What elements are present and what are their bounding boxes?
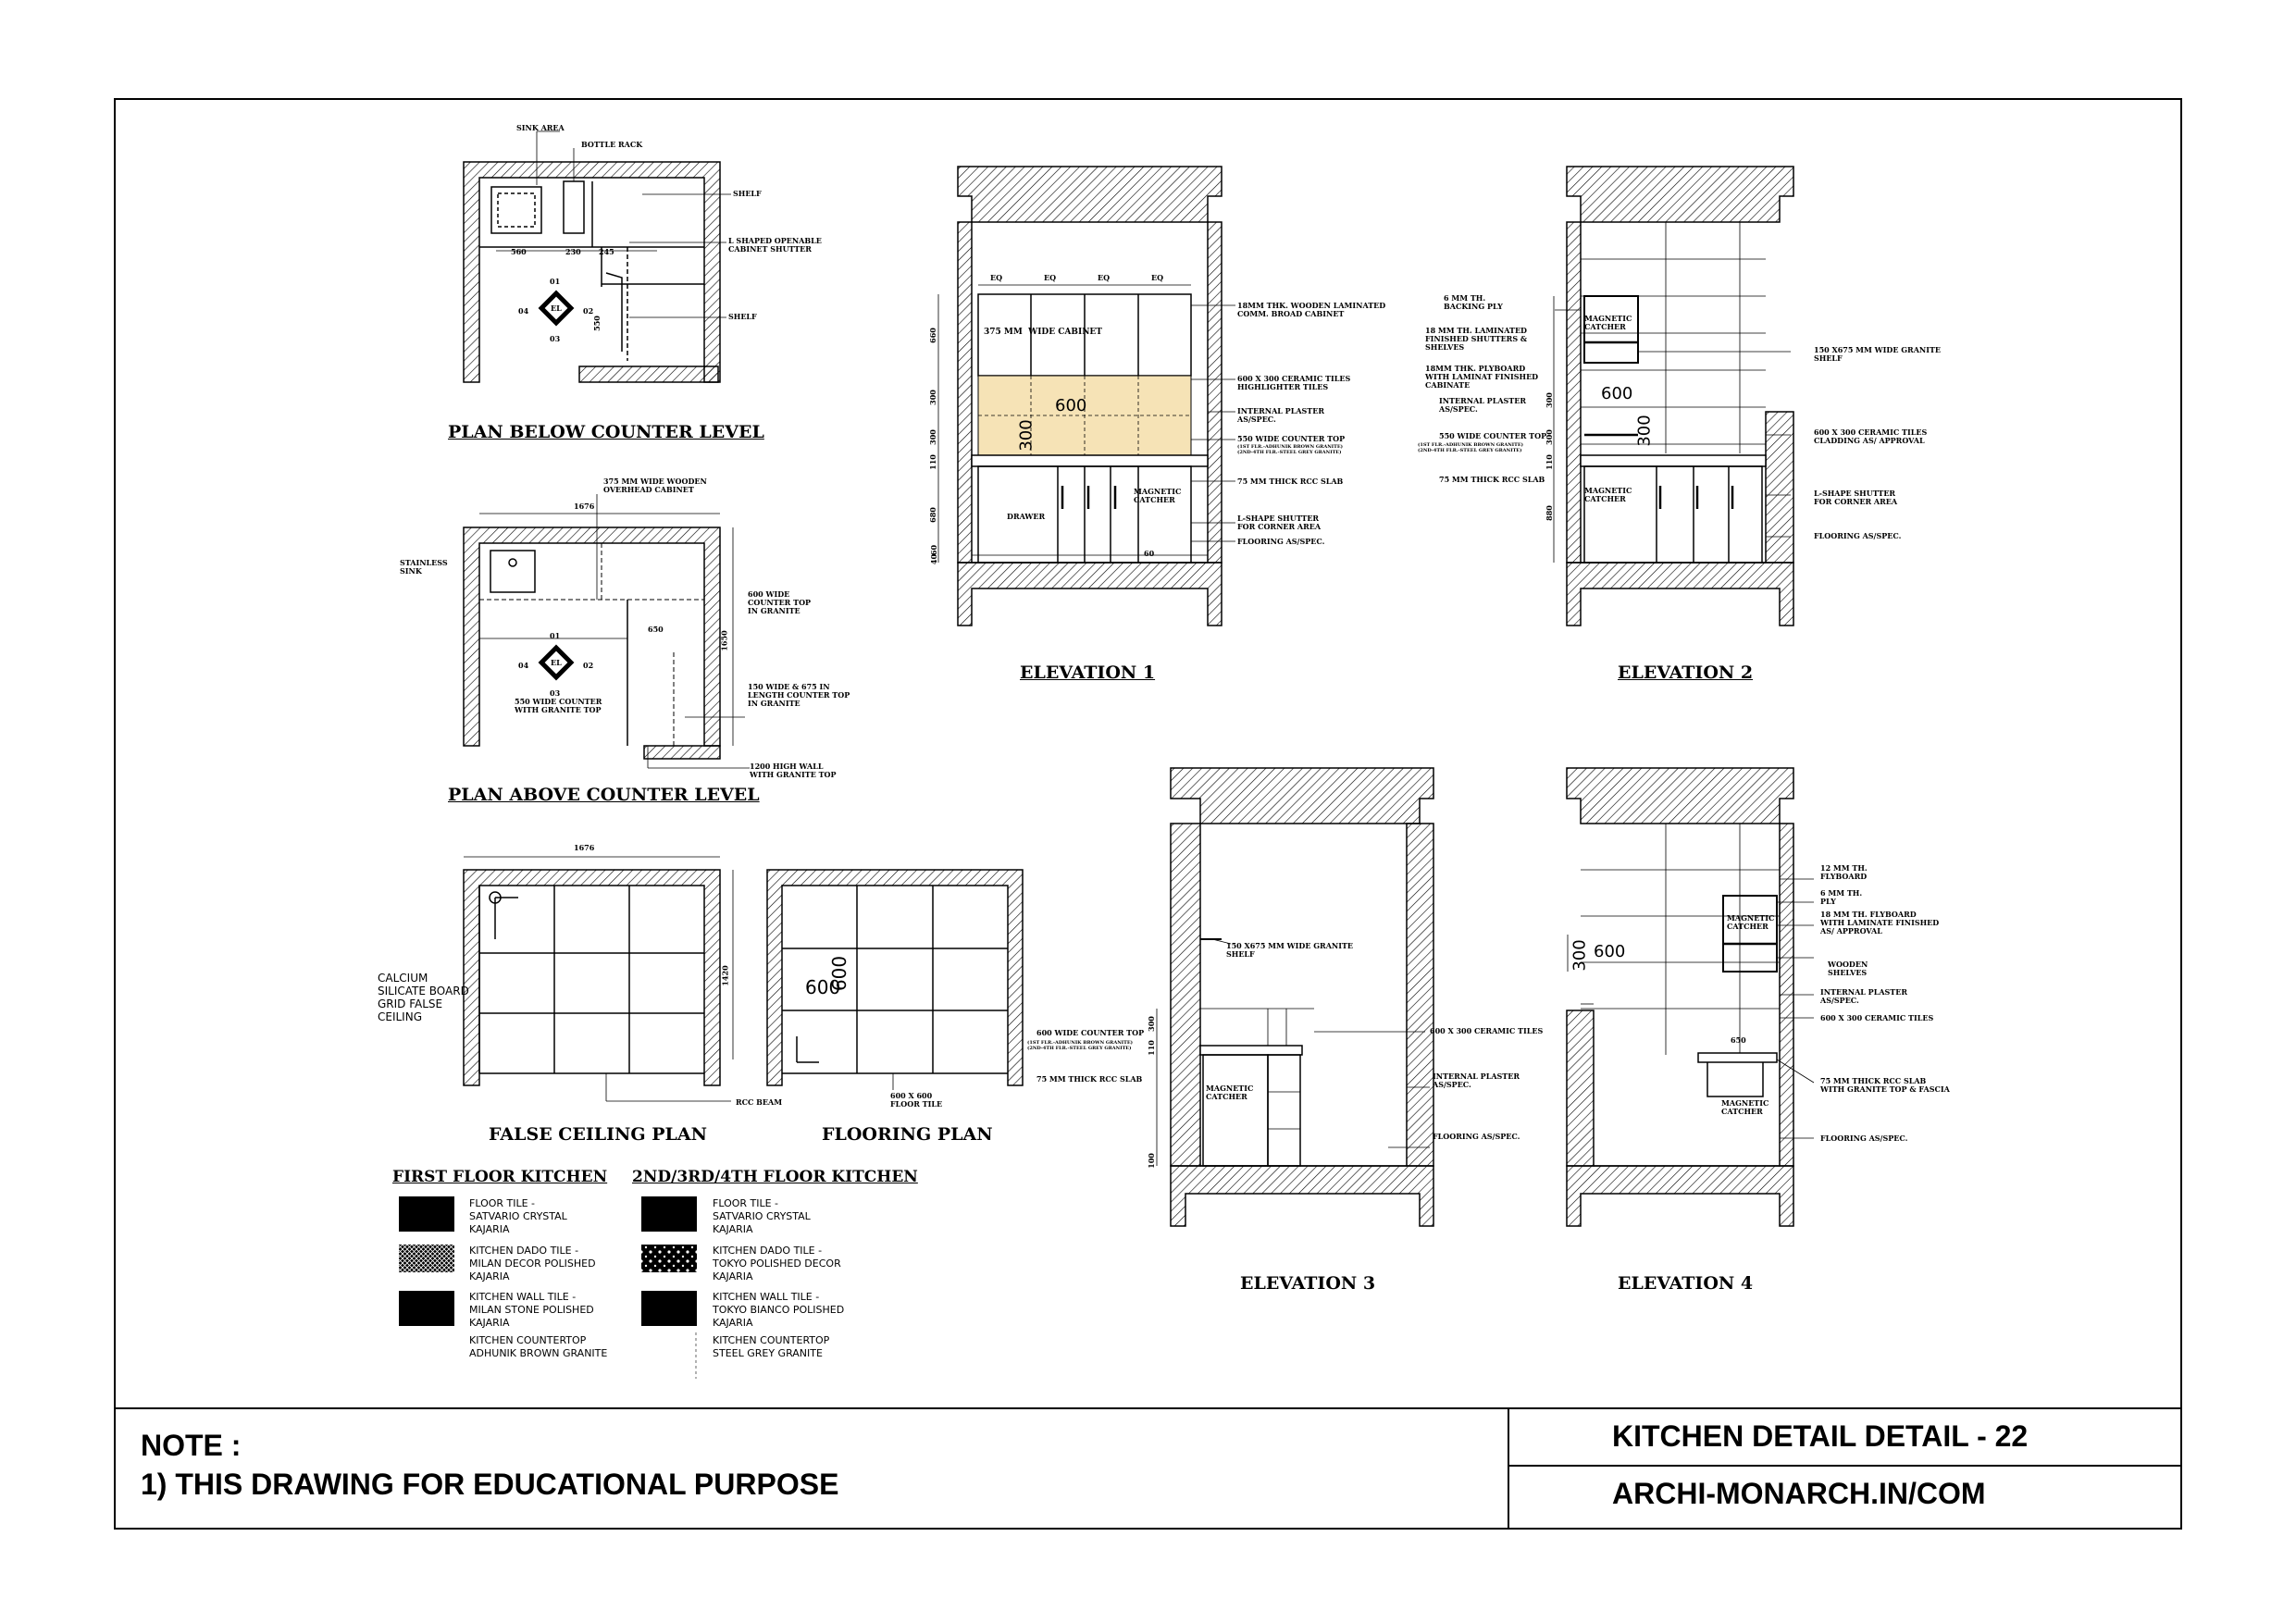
elev4-tile-600: 600 xyxy=(1594,942,1626,961)
label-calcium-board: CALCIUM SILICATE BOARD GRID FALSE CEILING xyxy=(378,972,469,1023)
elev2-magnetic-bottom: MAGNETIC CATCHER xyxy=(1584,486,1632,503)
elev2-dim-880: 880 xyxy=(1544,505,1554,521)
elev1-counter-sub: (1ST FLR.-ADHUNIK BROWN GRANITE) (2ND-4TH FLR.-STEEL GREY GRANITE) xyxy=(1237,444,1344,455)
elev1-dim-40: 40 xyxy=(929,553,939,565)
elev1-dim-60: 60 xyxy=(929,544,939,556)
legend-first-wall: KITCHEN WALL TILE - MILAN STONE POLISHED KAJARIA xyxy=(469,1291,594,1329)
label-floor-tile: 600 X 600 FLOOR TILE xyxy=(890,1091,943,1109)
title-false-ceiling: FALSE CEILING PLAN xyxy=(489,1124,707,1145)
elev2-dim-300b: 300 xyxy=(1544,429,1554,445)
orientation-el: EL xyxy=(551,304,562,313)
elev3-magnetic: MAGNETIC CATCHER xyxy=(1206,1084,1254,1101)
elev3-ceramic: 600 X 300 CERAMIC TILES xyxy=(1430,1026,1544,1035)
orientation-01: 01 xyxy=(550,277,561,286)
elev2-l-shutter: L-SHAPE SHUTTER FOR CORNER AREA xyxy=(1814,489,1898,506)
swatch-wall-2 xyxy=(641,1291,697,1326)
label-stainless-sink: STAINLESS SINK xyxy=(400,558,448,576)
dim-1650: 1650 xyxy=(719,630,729,651)
dim-650: 650 xyxy=(648,625,664,634)
elev4-wooden-shelves: WOODEN SHELVES xyxy=(1828,960,1868,977)
elev2-tile-600: 600 xyxy=(1601,384,1633,403)
dim-600-h: 600 xyxy=(805,976,841,998)
legend-first-title: FIRST FLOOR KITCHEN xyxy=(392,1168,608,1186)
elev1-ceramic: 600 X 300 CERAMIC TILES HIGHLIGHTER TILES xyxy=(1237,374,1351,391)
elev2-counter-sub: (1ST FLR.-ADHUNIK BROWN GRANITE) (2ND-4TH FLR.-STEEL GREY GRANITE) xyxy=(1418,442,1524,453)
elev4-dim-650: 650 xyxy=(1731,1035,1746,1045)
elev1-eq-4: EQ xyxy=(1151,273,1164,282)
label-sink-area: SINK AREA xyxy=(516,123,565,132)
elev4-plyboard: 18 MM TH. FLYBOARD WITH LAMINATE FINISHED AS/ APPROVAL xyxy=(1820,910,1940,935)
elev4-magnetic-bottom: MAGNETIC CATCHER xyxy=(1721,1098,1769,1116)
elev4-tile-300: 300 xyxy=(1570,939,1590,972)
false-ceiling-linework xyxy=(464,857,733,1101)
note-label: NOTE : xyxy=(141,1429,242,1462)
elev4-rcc: 75 MM THICK RCC SLAB WITH GRANITE TOP & FASCIA xyxy=(1820,1076,1950,1094)
elev1-tile-600: 600 xyxy=(1055,396,1087,415)
legend-first-dado: KITCHEN DADO TILE - MILAN DECOR POLISHED KAJARIA xyxy=(469,1245,596,1282)
elev1-dim-680: 680 xyxy=(927,507,937,523)
elev1-counter: 550 WIDE COUNTER TOP xyxy=(1237,434,1346,443)
elev1-magnetic: MAGNETIC CATCHER xyxy=(1134,487,1182,504)
orientation-el-2: EL xyxy=(551,658,562,667)
stainless-sink xyxy=(490,551,535,592)
elev2-plyboard: 18MM THK. PLYBOARD WITH LAMINAT FINISHED CABINATE xyxy=(1425,364,1539,390)
sheet-title: KITCHEN DETAIL DETAIL - 22 xyxy=(1612,1419,2029,1453)
elev2-granite-shelf: 150 X675 MM WIDE GRANITE SHELF xyxy=(1814,345,1942,363)
dim-1420: 1420 xyxy=(720,965,730,986)
plan-above-linework xyxy=(464,494,750,768)
elev4-ceramic: 600 X 300 CERAMIC TILES xyxy=(1820,1013,1934,1022)
label-shelf-2: SHELF xyxy=(728,312,757,321)
swatch-floor-1 xyxy=(399,1196,454,1232)
title-elevation-2: ELEVATION 2 xyxy=(1618,663,1754,683)
elev1-broad-cabinet: 18MM THK. WOODEN LAMINATED COMM. BROAD CABINET xyxy=(1237,301,1386,318)
orientation-02-2: 02 xyxy=(583,661,594,670)
elev1-flooring: FLOORING AS/SPEC. xyxy=(1237,537,1325,546)
orientation-03: 03 xyxy=(550,334,561,343)
elev2-rcc: 75 MM THICK RCC SLAB xyxy=(1439,475,1545,484)
dim-550: 550 xyxy=(591,316,602,331)
title-flooring: FLOORING PLAN xyxy=(822,1124,993,1145)
plan-below-ledge xyxy=(579,366,718,382)
website-label: ARCHI-MONARCH.IN/COM xyxy=(1612,1477,1986,1510)
elev4-magnetic-top: MAGNETIC CATCHER xyxy=(1727,913,1775,931)
elev3-counter-sub: (1ST FLR.-ADHUNIK BROWN GRANITE) (2ND-4TH FLR.-STEEL GREY GRANITE) xyxy=(1027,1040,1134,1051)
dim-245: 245 xyxy=(599,247,614,256)
elev2-tile-300: 300 xyxy=(1634,415,1655,447)
title-elevation-1: ELEVATION 1 xyxy=(1020,663,1156,683)
elev3-dim-110: 110 xyxy=(1146,1040,1156,1056)
sink-inner xyxy=(498,193,535,227)
dim-1676: 1676 xyxy=(574,502,595,511)
elev4-flooring: FLOORING AS/SPEC. xyxy=(1820,1134,1908,1143)
label-counter-550: 550 WIDE COUNTER WITH GRANITE TOP xyxy=(515,697,602,714)
swatch-wall-1 xyxy=(399,1291,454,1326)
bottle-rack xyxy=(564,181,584,233)
plan-below-linework xyxy=(464,131,731,382)
elev1-rcc: 75 MM THICK RCC SLAB xyxy=(1237,477,1344,486)
orientation-04: 04 xyxy=(518,306,529,316)
orientation-02: 02 xyxy=(583,306,594,316)
legend-second-wall: KITCHEN WALL TILE - TOKYO BIANCO POLISHED KAJARIA xyxy=(713,1291,845,1329)
elev1-drawer: DRAWER xyxy=(1007,512,1046,521)
orientation-01-2: 01 xyxy=(550,631,561,640)
label-rcc-beam: RCC BEAM xyxy=(736,1097,783,1107)
legend-second-title: 2ND/3RD/4TH FLOOR KITCHEN xyxy=(632,1168,918,1186)
label-counter-top: 600 WIDE COUNTER TOP IN GRANITE xyxy=(748,589,812,615)
title-elevation-3: ELEVATION 3 xyxy=(1240,1273,1376,1294)
swatch-floor-2 xyxy=(641,1196,697,1232)
elev3-rcc: 75 MM THICK RCC SLAB xyxy=(1036,1074,1143,1084)
orientation-04-2: 04 xyxy=(518,661,529,670)
legend-second-floor: FLOOR TILE - SATVARIO CRYSTAL KAJARIA xyxy=(713,1197,811,1235)
legend-second-dado: KITCHEN DADO TILE - TOKYO POLISHED DECOR KAJARIA xyxy=(713,1245,841,1282)
title-plan-below: PLAN BELOW COUNTER LEVEL xyxy=(448,422,764,442)
elev2-magnetic-top: MAGNETIC CATCHER xyxy=(1584,314,1632,331)
label-wide-top: 150 WIDE & 675 IN LENGTH COUNTER TOP IN GRANITE xyxy=(748,682,850,708)
elev1-tile-300: 300 xyxy=(1016,419,1036,452)
elev2-shutters: 18 MM TH. LAMINATED FINISHED SHUTTERS & SHELVES xyxy=(1425,326,1528,352)
elevation-4-linework xyxy=(1567,768,1814,1226)
elev1-eq-1: EQ xyxy=(990,273,1003,282)
label-high-wall: 1200 HIGH WALL WITH GRANITE TOP xyxy=(750,762,837,779)
orientation-03-2: 03 xyxy=(550,688,561,698)
elev1-dim-60b: 60 xyxy=(1144,549,1155,558)
label-shelf: SHELF xyxy=(733,189,762,198)
elev1-dim-660: 660 xyxy=(927,328,937,343)
elev1-dim-300b: 300 xyxy=(927,429,937,445)
elev2-dim-110: 110 xyxy=(1544,454,1554,470)
elev2-counter: 550 WIDE COUNTER TOP xyxy=(1439,431,1547,440)
elevation-3-linework xyxy=(1157,768,1433,1226)
elev1-dim-110: 110 xyxy=(927,454,937,470)
elev3-plaster: INTERNAL PLASTER AS/SPEC. xyxy=(1433,1072,1520,1089)
legend-first-countertop: KITCHEN COUNTERTOP ADHUNIK BROWN GRANITE xyxy=(469,1334,608,1359)
elev2-dim-300a: 300 xyxy=(1544,392,1554,408)
label-bottle-rack: BOTTLE RACK xyxy=(581,140,643,149)
elev2-cladding: 600 X 300 CERAMIC TILES CLADDING AS/ APPROVAL xyxy=(1814,427,1928,445)
legend-first-floor: FLOOR TILE - SATVARIO CRYSTAL KAJARIA xyxy=(469,1197,567,1235)
elev3-granite-shelf: 150 X675 MM WIDE GRANITE SHELF xyxy=(1226,941,1354,959)
elev2-flooring: FLOORING AS/SPEC. xyxy=(1814,531,1902,540)
elev1-plaster: INTERNAL PLASTER AS/SPEC. xyxy=(1237,406,1325,424)
elev3-dim-300: 300 xyxy=(1146,1016,1156,1032)
dim-230: 230 xyxy=(565,247,581,256)
elev3-dim-100: 100 xyxy=(1146,1153,1156,1169)
elev1-eq-3: EQ xyxy=(1098,273,1111,282)
elev3-flooring: FLOORING AS/SPEC. xyxy=(1433,1132,1520,1141)
elev2-backing-ply: 6 MM TH. BACKING PLY xyxy=(1444,293,1503,311)
elev3-counter: 600 WIDE COUNTER TOP xyxy=(1036,1028,1145,1037)
elev4-plaster: INTERNAL PLASTER AS/SPEC. xyxy=(1820,987,1908,1005)
label-l-shutter: L SHAPED OPENABLE CABINET SHUTTER xyxy=(728,236,822,254)
elevation-1-linework xyxy=(938,167,1235,626)
title-plan-above: PLAN ABOVE COUNTER LEVEL xyxy=(448,785,760,805)
elev1-l-shutter: L-SHAPE SHUTTER FOR CORNER AREA xyxy=(1237,514,1322,531)
elev1-cabinet: 375 MM WIDE CABINET xyxy=(984,328,1102,337)
elev4-ply: 6 MM TH. PLY xyxy=(1820,888,1863,906)
elev2-plaster: INTERNAL PLASTER AS/SPEC. xyxy=(1439,396,1527,414)
plan-above-ledge xyxy=(644,746,720,759)
elev4-flyboard: 12 MM TH. FLYBOARD xyxy=(1820,863,1868,881)
note-text: 1) THIS DRAWING FOR EDUCATIONAL PURPOSE xyxy=(141,1468,839,1501)
title-elevation-4: ELEVATION 4 xyxy=(1618,1273,1754,1294)
dim-600-v: 600 xyxy=(828,955,851,992)
legend-second-countertop: KITCHEN COUNTERTOP STEEL GREY GRANITE xyxy=(713,1334,830,1359)
dim-1676-ceiling: 1676 xyxy=(574,843,595,852)
dim-560: 560 xyxy=(511,247,527,256)
label-overhead-cabinet: 375 MM WIDE WOODEN OVERHEAD CABINET xyxy=(603,477,707,494)
elev1-dim-300a: 300 xyxy=(927,390,937,405)
elev1-eq-2: EQ xyxy=(1044,273,1057,282)
elevation-2-linework xyxy=(1554,167,1793,626)
